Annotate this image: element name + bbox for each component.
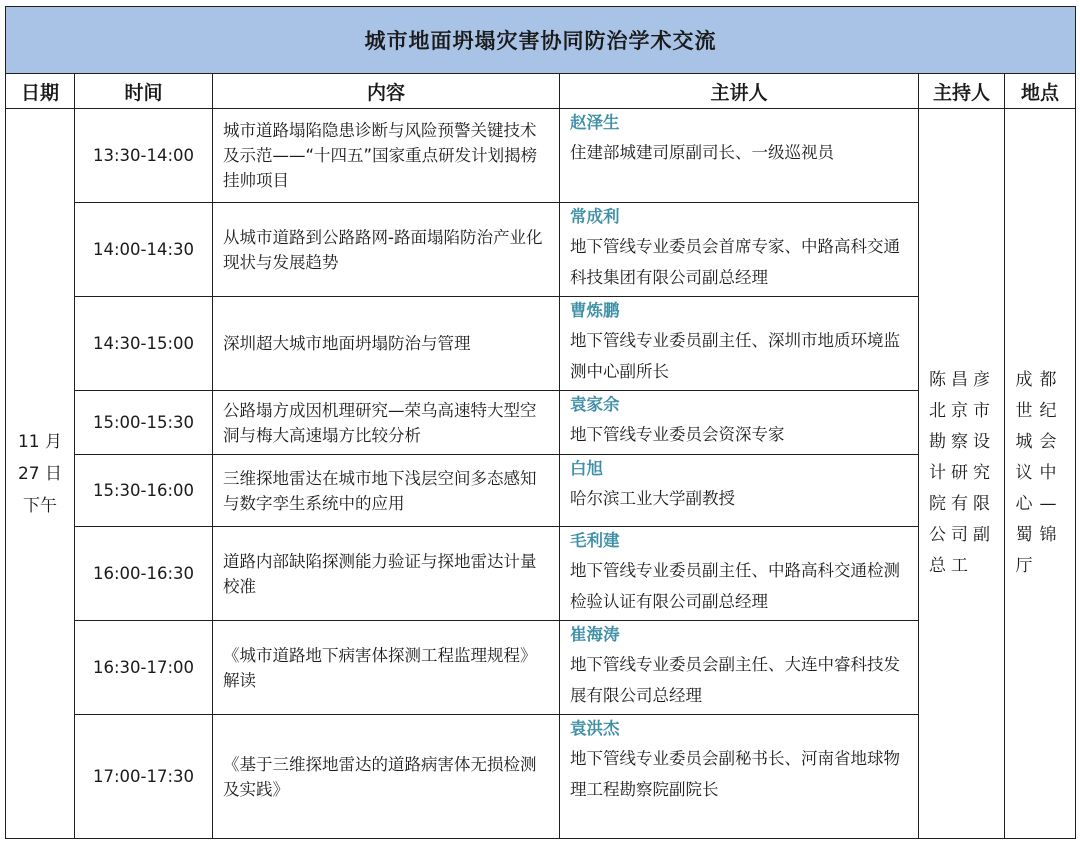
host-text: 陈昌彦北京市勘察设计研究院有限公司副总工 <box>929 370 995 576</box>
speaker-name: 赵泽生 <box>570 113 620 132</box>
date-line: 27 日 <box>17 463 63 484</box>
date-line: 下午 <box>23 495 57 516</box>
speaker-name: 白旭 <box>570 459 603 478</box>
speaker-title: 地下管线专业委员会副主任、大连中睿科技发展有限公司总经理 <box>570 655 900 705</box>
table-row <box>6 715 1076 839</box>
venue-char: 城 <box>1015 432 1033 452</box>
speaker-name: 崔海涛 <box>570 625 620 644</box>
venue-char: 心 <box>1015 494 1033 514</box>
header-host: 主持人 <box>919 74 1005 109</box>
session-content: 三维探地雷达在城市地下浅层空间多态感知与数字孪生系统中的应用 <box>213 455 560 527</box>
venue-cell <box>1005 109 1076 839</box>
speaker-cell <box>560 527 919 621</box>
speaker-title: 地下管线专业委员会首席专家、中路高科交通科技集团有限公司副总经理 <box>570 237 900 287</box>
venue-char: 纪 <box>1039 401 1057 421</box>
venue-char: 成 <box>1015 370 1033 390</box>
agenda-table <box>5 6 1076 839</box>
speaker-cell <box>560 109 919 203</box>
session-content: 道路内部缺陷探测能力验证与探地雷达计量校准 <box>213 527 560 621</box>
header-time: 时间 <box>75 74 213 109</box>
speaker-name: 袁家余 <box>570 395 620 414</box>
table-row <box>6 203 1076 297</box>
speaker-title: 住建部城建司原副司长、一级巡视员 <box>570 143 834 162</box>
venue-char: 中 <box>1039 463 1057 483</box>
page-title: 城市地面坍塌灾害协同防治学术交流 <box>6 7 1076 74</box>
date-line: 11 月 <box>17 431 63 452</box>
speaker-title: 地下管线专业委员会资深专家 <box>570 425 785 444</box>
date-cell <box>6 109 75 839</box>
speaker-cell <box>560 297 919 391</box>
session-time: 14:30-15:00 <box>75 297 213 391</box>
session-content: 《基于三维探地雷达的道路病害体无损检测及实践》 <box>213 715 560 839</box>
speaker-name: 袁洪杰 <box>570 719 620 738</box>
header-date: 日期 <box>6 74 75 109</box>
table-row <box>6 527 1076 621</box>
header-venue: 地点 <box>1005 74 1076 109</box>
session-time: 16:30-17:00 <box>75 621 213 715</box>
session-time: 15:00-15:30 <box>75 391 213 455</box>
table-row <box>6 109 1076 203</box>
speaker-cell <box>560 455 919 527</box>
venue-text <box>1012 365 1075 582</box>
venue-char: 都 <box>1039 370 1057 390</box>
speaker-name: 常成利 <box>570 207 620 226</box>
speaker-title: 地下管线专业委员副主任、中路高科交通检测检验认证有限公司副总经理 <box>570 561 900 611</box>
speaker-cell <box>560 621 919 715</box>
speaker-title: 地下管线专业委员会副秘书长、河南省地球物理工程勘察院副院长 <box>570 749 900 799</box>
speaker-title: 地下管线专业委员副主任、深圳市地质环境监测中心副所长 <box>570 331 900 381</box>
speaker-cell <box>560 715 919 839</box>
host-cell <box>919 109 1005 839</box>
speaker-name: 曹炼鹏 <box>570 301 620 320</box>
venue-char: 议 <box>1015 463 1033 483</box>
session-time: 16:00-16:30 <box>75 527 213 621</box>
venue-char: 世 <box>1015 401 1033 421</box>
session-time: 14:00-14:30 <box>75 203 213 297</box>
session-content: 深圳超大城市地面坍塌防治与管理 <box>213 297 560 391</box>
table-row <box>6 455 1076 527</box>
session-content: 公路塌方成因机理研究—荣乌高速特大型空洞与梅大高速塌方比较分析 <box>213 391 560 455</box>
session-content: 城市道路塌陷隐患诊断与风险预警关键技术及示范——“十四五”国家重点研发计划揭榜挂帅项目 <box>213 109 560 203</box>
table-row <box>6 621 1076 715</box>
session-time: 17:00-17:30 <box>75 715 213 839</box>
session-time: 13:30-14:00 <box>75 109 213 203</box>
speaker-title: 哈尔滨工业大学副教授 <box>570 489 735 508</box>
speaker-name: 毛利建 <box>570 531 620 550</box>
venue-char: 厅 <box>1015 556 1033 576</box>
table-row <box>6 391 1076 455</box>
header-content: 内容 <box>213 74 560 109</box>
header-speaker: 主讲人 <box>560 74 919 109</box>
venue-char: 蜀 <box>1015 525 1033 545</box>
session-content: 《城市道路地下病害体探测工程监理规程》解读 <box>213 621 560 715</box>
speaker-cell <box>560 203 919 297</box>
venue-char: 锦 <box>1039 525 1057 545</box>
speaker-cell <box>560 391 919 455</box>
session-time: 15:30-16:00 <box>75 455 213 527</box>
table-row <box>6 297 1076 391</box>
venue-char: — <box>1039 494 1057 514</box>
session-content: 从城市道路到公路路网-路面塌陷防治产业化现状与发展趋势 <box>213 203 560 297</box>
venue-char: 会 <box>1039 432 1057 452</box>
